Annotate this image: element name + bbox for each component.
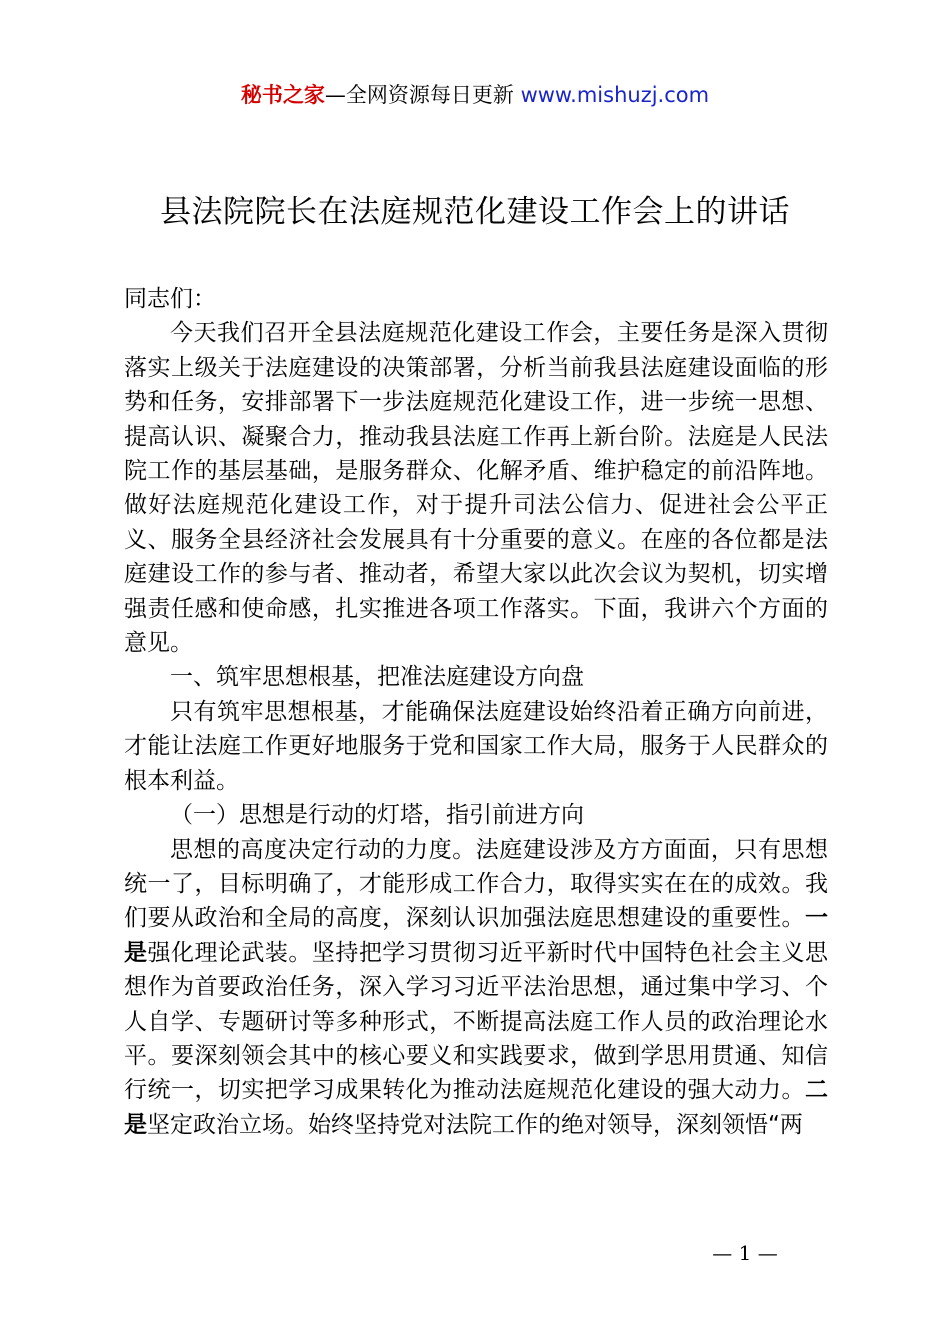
paragraph-text: 强化理论武装。坚持把学习贯彻习近平新时代中国特色社会主义思想作为首要政治任务，深入学习习近平法治思想，通过集中学习、个人自学、专题研讨等多种形式，不断提高法庭工作人员的政治理论水平。要深刻领会其中的核心要义和实践要求，做到学思用贯通、知信行统一，切实把学习成果转化为推动法庭规范化建设的强大动力。 bbox=[124, 939, 829, 1104]
bold-point-marker-2: 二是 bbox=[124, 1077, 828, 1138]
intro-paragraph: 今天我们召开全县法庭规范化建设工作会，主要任务是深入贯彻落实上级关于法庭建设的决策部署，分析当前我县法庭建设面临的形势和任务，安排部署下一步法庭规范化建设工作，进一步统一思想、提高认识、凝聚合力，推动我县法庭工作再上新台阶。法庭是人民法院工作的基层基础，是服务群众、化解矛盾、维护稳定的前沿阵地。做好法庭规范化建设工作，对于提升司法公信力、促进社会公平正义、服务全县经济社会发展具有十分重要的意义。在座的各位都是法庭建设工作的参与者、推动者，希望大家以此次会议为契机，切实增强责任感和使命感，扎实推进各项工作落实。下面，我讲六个方面的意见。 bbox=[124, 320, 828, 657]
subsection-1-heading: （一）思想是行动的灯塔，指引前进方向 bbox=[170, 802, 584, 829]
site-brand: 秘书之家 bbox=[240, 83, 325, 107]
subsection-1-paragraph bbox=[124, 833, 828, 1143]
site-tagline: —全网资源每日更新 bbox=[324, 83, 521, 107]
document-body bbox=[124, 282, 828, 1142]
section-1-paragraph: 只有筑牢思想根基，才能确保法庭建设始终沿着正确方向前进，才能让法庭工作更好地服务于党和国家工作大局，服务于人民群众的根本利益。 bbox=[124, 698, 828, 794]
bold-point-marker-1: 一是 bbox=[124, 905, 828, 966]
section-1-heading: 一、筑牢思想根基，把准法庭建设方向盘 bbox=[170, 664, 584, 691]
site-url-link[interactable]: www.mishuzj.com bbox=[520, 83, 710, 107]
paragraph-text: 思想的高度决定行动的力度。法庭建设涉及方方面面，只有思想统一了，目标明确了，才能形成工作合力，取得实实在在的成效。我们要从政治和全局的高度，深刻认识加强法庭思想建设的重要性。 bbox=[124, 836, 828, 932]
site-header bbox=[0, 78, 950, 112]
document-title: 县法院院长在法庭规范化建设工作会上的讲话 bbox=[160, 194, 790, 230]
salutation: 同志们： bbox=[124, 286, 216, 312]
paragraph-text: 坚定政治立场。始终坚持党对法院工作的绝对领导，深刻领悟“两 bbox=[147, 1111, 803, 1138]
page-number: — 1 — bbox=[712, 1241, 778, 1265]
